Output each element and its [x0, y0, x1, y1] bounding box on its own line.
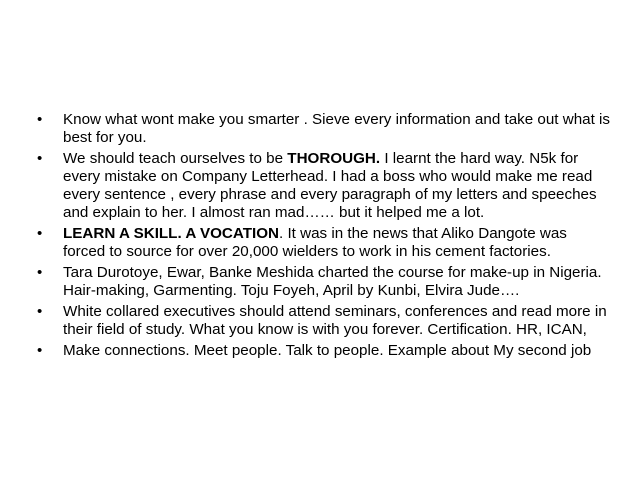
bullet-text-bold: THOROUGH. — [287, 150, 381, 167]
bullet-dot: • — [37, 264, 43, 281]
bullet-dot: • — [37, 150, 43, 167]
bullet-text-rest: I learnt the hard way. N5k for every mistake on Company Letterhead. I had a boss who would make me read every sentence , every phrase and every paragraph of my letters and speeches and explain to her. I almost ran mad…… but it helped me a lot. — [63, 150, 597, 221]
bullet-dot: • — [37, 111, 43, 128]
bullet-text-bold: LEARN A SKILL. A VOCATION — [63, 225, 279, 242]
bullet-item-executives — [37, 303, 612, 339]
bullet-item-makeup — [37, 264, 612, 300]
bullet-item-smarter — [37, 111, 612, 147]
bullet-item-thorough — [37, 150, 612, 222]
bullet-text-rest: . It was in the news that Aliko Dangote was forced to source for over 20,000 wielders to work in his cement factories. — [63, 225, 567, 260]
bullet-dot: • — [37, 303, 43, 320]
bullet-item-connections — [37, 342, 612, 360]
bullet-dot: • — [37, 342, 43, 359]
bullet-item-skill — [37, 225, 612, 261]
bullet-list — [37, 111, 612, 363]
bullet-text: Make connections. Meet people. Talk to people. Example about My second job — [63, 342, 592, 359]
bullet-dot: • — [37, 225, 43, 242]
bullet-text: Know what wont make you smarter . Sieve every information and take out what is best for you. — [63, 111, 611, 146]
bullet-text: White collared executives should attend seminars, conferences and read more in their field of study. What you know is with you forever. Certification. HR, ICAN, — [63, 303, 607, 338]
bullet-text: Tara Durotoye, Ewar, Banke Meshida charted the course for make-up in Nigeria. Hair-making, Garmenting. Toju Foyeh, April by Kunbi, Elvira Jude…. — [63, 264, 602, 299]
bullet-text-lead: We should teach ourselves to be — [63, 150, 288, 167]
